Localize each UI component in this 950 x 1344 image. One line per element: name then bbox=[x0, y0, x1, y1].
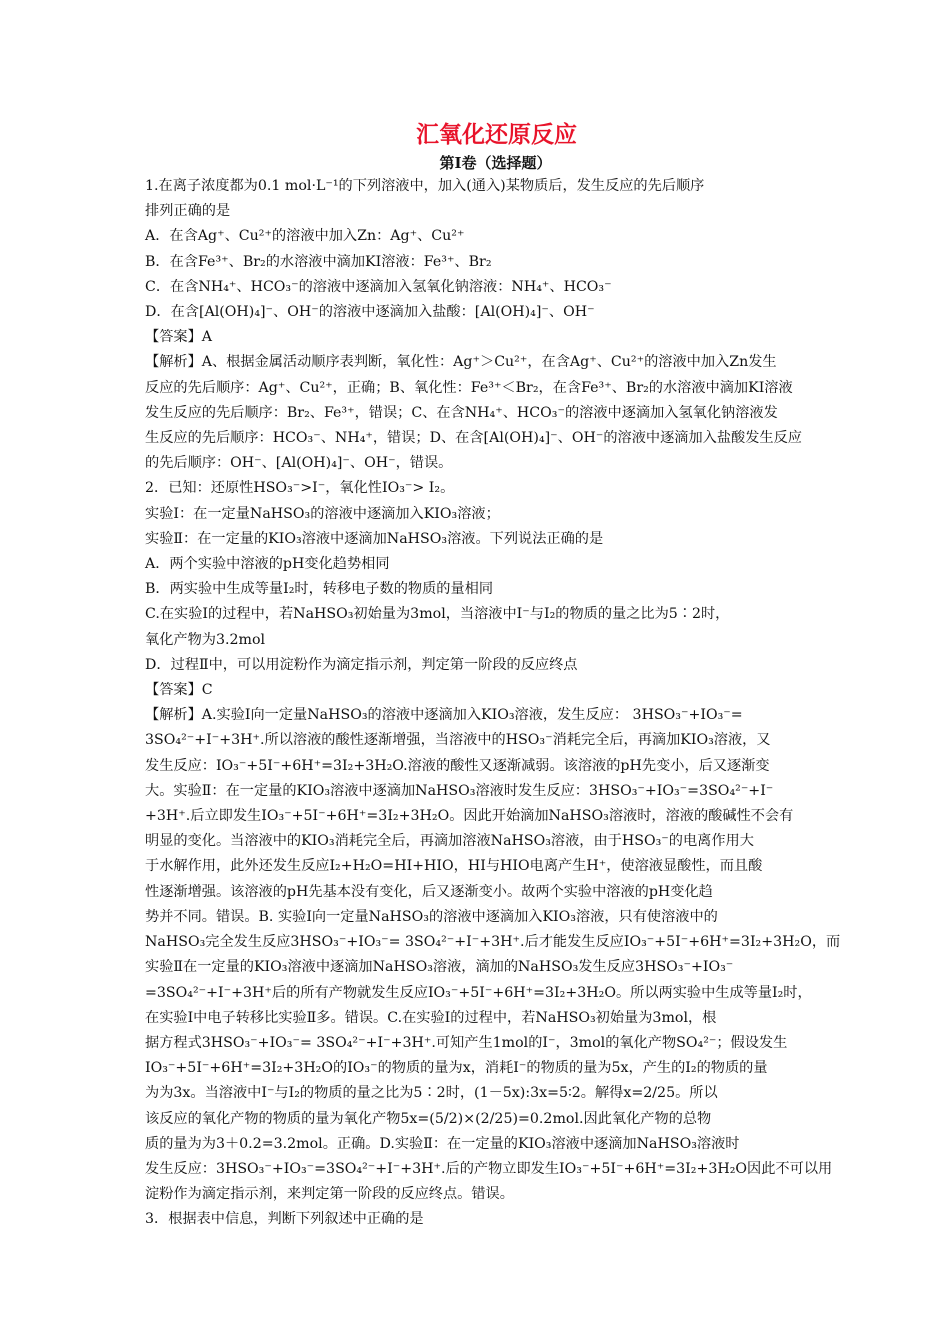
text-line: 于水解作用，此外还发生反应I₂+H₂O=HI+HIO，HI与HIO电离产生H⁺，使溶液显酸性，而且酸 bbox=[145, 858, 763, 875]
text-line: 2．已知：还原性HSO₃⁻>I⁻，氧化性IO₃⁻> I₂。 bbox=[145, 480, 455, 497]
text-line: 的先后顺序：OH⁻、[Al(OH)₄]⁻、OH⁻，错误。 bbox=[145, 455, 453, 472]
text-line: 势并不同。错误。B. 实验Ⅰ向一定量NaHSO₃的溶液中逐滴加入KIO₃溶液，只有使溶液中的 bbox=[145, 908, 718, 925]
text-line: IO₃⁻+5I⁻+6H⁺=3I₂+3H₂O的IO₃⁻的物质的量为x，消耗I⁻的物质的量为5x，产生的I₂的物质的量 bbox=[145, 1060, 768, 1077]
text-line: 在实验Ⅰ中电子转移比实验Ⅱ多。错误。C.在实验Ⅰ的过程中，若NaHSO₃初始量为3mol，根 bbox=[145, 1009, 717, 1026]
text-line: 该反应的氧化产物的物质的量为氧化产物5x=(5/2)×(2/25)=0.2mol.因此氧化产物的总物 bbox=[145, 1110, 712, 1127]
text-line: 排列正确的是 bbox=[145, 203, 231, 220]
text-line: 明显的变化。当溶液中的KIO₃消耗完全后，再滴加溶液NaHSO₃溶液，由于HSO₃⁻的电离作用大 bbox=[145, 833, 754, 850]
text-line: 为为3x。当溶液中I⁻与I₂的物质的量之比为5∶2时，(1－5x):3x=5∶2。解得x=2/25。所以 bbox=[145, 1085, 718, 1102]
document-title: 汇氧化还原反应 bbox=[416, 122, 577, 148]
text-line: 【解析】A.实验Ⅰ向一定量NaHSO₃的溶液中逐滴加入KIO₃溶液，发生反应： 3HSO₃⁻+IO₃⁻= bbox=[145, 707, 743, 724]
text-line: B．在含Fe³⁺、Br₂的水溶液中滴加KI溶液：Fe³⁺、Br₂ bbox=[145, 253, 492, 270]
text-line: C．在含NH₄⁺、HCO₃⁻的溶液中逐滴加入氢氧化钠溶液：NH₄⁺、HCO₃⁻ bbox=[145, 278, 612, 295]
text-line: 淀粉作为滴定指示剂，来判定第一阶段的反应终点。错误。 bbox=[145, 1186, 514, 1203]
text-line: 发生反应：IO₃⁻+5I⁻+6H⁺=3I₂+3H₂O.溶液的酸性又逐渐减弱。该溶液的pH先变小，后又逐渐变 bbox=[145, 757, 770, 774]
text-line: 【解析】A、根据金属活动顺序表判断，氧化性：Ag⁺＞Cu²⁺，在含Ag⁺、Cu²⁺的溶液中加入Zn发生 bbox=[145, 354, 777, 371]
text-line: 实验Ⅱ在一定量的KIO₃溶液中逐滴加NaHSO₃溶液，滴加的NaHSO₃发生反应3HSO₃⁻+IO₃⁻ bbox=[145, 959, 734, 976]
text-line: 实验Ⅰ：在一定量NaHSO₃的溶液中逐滴加入KIO₃溶液； bbox=[145, 505, 500, 522]
document-body bbox=[145, 174, 841, 1233]
text-line: A．两个实验中溶液的pH变化趋势相同 bbox=[145, 556, 390, 573]
document-page bbox=[145, 118, 841, 1233]
text-line: 氧化产物为3.2mol bbox=[145, 631, 266, 648]
text-line: 发生反应的先后顺序：Br₂、Fe³⁺，错误；C、在含NH₄⁺、HCO₃⁻的溶液中逐滴加入氢氧化钠溶液发 bbox=[145, 404, 778, 421]
text-line: 3．根据表中信息，判断下列叙述中正确的是 bbox=[145, 1211, 424, 1228]
text-line: 发生反应：3HSO₃⁻+IO₃⁻=3SO₄²⁻+I⁻+3H⁺.后的产物立即发生IO₃⁻+5I⁻+6H⁺=3I₂+3H₂O因此不可以用 bbox=[145, 1160, 833, 1177]
text-line: 反应的先后顺序：Ag⁺、Cu²⁺，正确；B、氧化性：Fe³⁺＜Br₂，在含Fe³⁺、Br₂的水溶液中滴加KI溶液 bbox=[145, 379, 793, 396]
text-line: D．过程Ⅱ中，可以用淀粉作为滴定指示剂，判定第一阶段的反应终点 bbox=[145, 656, 578, 673]
text-line: +3H⁺.后立即发生IO₃⁻+5I⁻+6H⁺=3I₂+3H₂O。因此开始滴加NaHSO₃溶液时，溶液的酸碱性不会有 bbox=[145, 808, 794, 825]
text-line: 大。实验Ⅱ：在一定量的KIO₃溶液中逐滴加NaHSO₃溶液时发生反应：3HSO₃⁻+IO₃⁻=3SO₄²⁻+I⁻ bbox=[145, 782, 774, 799]
text-line: 生反应的先后顺序：HCO₃⁻、NH₄⁺，错误；D、在含[Al(OH)₄]⁻、OH⁻的溶液中逐滴加入盐酸发生反应 bbox=[145, 430, 802, 447]
text-line: =3SO₄²⁻+I⁻+3H⁺后的所有产物就发生反应IO₃⁻+5I⁻+6H⁺=3I₂+3H₂O。所以两实验中生成等量I₂时， bbox=[145, 984, 812, 1001]
text-line: A．在含Ag⁺、Cu²⁺的溶液中加入Zn：Ag⁺、Cu²⁺ bbox=[145, 228, 465, 245]
text-line: 3SO₄²⁻+I⁻+3H⁺.所以溶液的酸性逐渐增强，当溶液中的HSO₃⁻消耗完全后，再滴加KIO₃溶液，又 bbox=[145, 732, 771, 749]
text-line: 据方程式3HSO₃⁻+IO₃⁻= 3SO₄²⁻+I⁻+3H⁺.可知产生1mol的I⁻，3mol的氧化产物SO₄²⁻；假设发生 bbox=[145, 1034, 788, 1051]
text-line: 【答案】C bbox=[145, 682, 213, 699]
section-heading: 第Ⅰ卷（选择题） bbox=[439, 154, 552, 172]
text-line: 性逐渐增强。该溶液的pH先基本没有变化，后又逐渐变小。故两个实验中溶液的pH变化趋 bbox=[145, 883, 713, 900]
text-line: 1.在离子浓度都为0.1 mol·L⁻¹的下列溶液中，加入(通入)某物质后，发生反应的先后顺序 bbox=[145, 178, 705, 194]
text-line: D．在含[Al(OH)₄]⁻、OH⁻的溶液中逐滴加入盐酸：[Al(OH)₄]⁻、OH⁻ bbox=[145, 304, 595, 321]
text-line: 【答案】A bbox=[145, 329, 212, 346]
text-line: B．两实验中生成等量I₂时，转移电子数的物质的量相同 bbox=[145, 581, 494, 598]
text-line: NaHSO₃完全发生反应3HSO₃⁻+IO₃⁻= 3SO₄²⁻+I⁻+3H⁺.后才能发生反应IO₃⁻+5I⁻+6H⁺=3I₂+3H₂O，而 bbox=[145, 934, 841, 951]
text-line: 质的量为为3＋0.2=3.2mol。正确。D.实验Ⅱ：在一定量的KIO₃溶液中逐滴加NaHSO₃溶液时 bbox=[145, 1135, 740, 1152]
text-line: C.在实验Ⅰ的过程中，若NaHSO₃初始量为3mol，当溶液中I⁻与I₂的物质的量之比为5∶2时， bbox=[145, 606, 730, 623]
text-line: 实验Ⅱ：在一定量的KIO₃溶液中逐滴加NaHSO₃溶液。下列说法正确的是 bbox=[145, 530, 604, 547]
